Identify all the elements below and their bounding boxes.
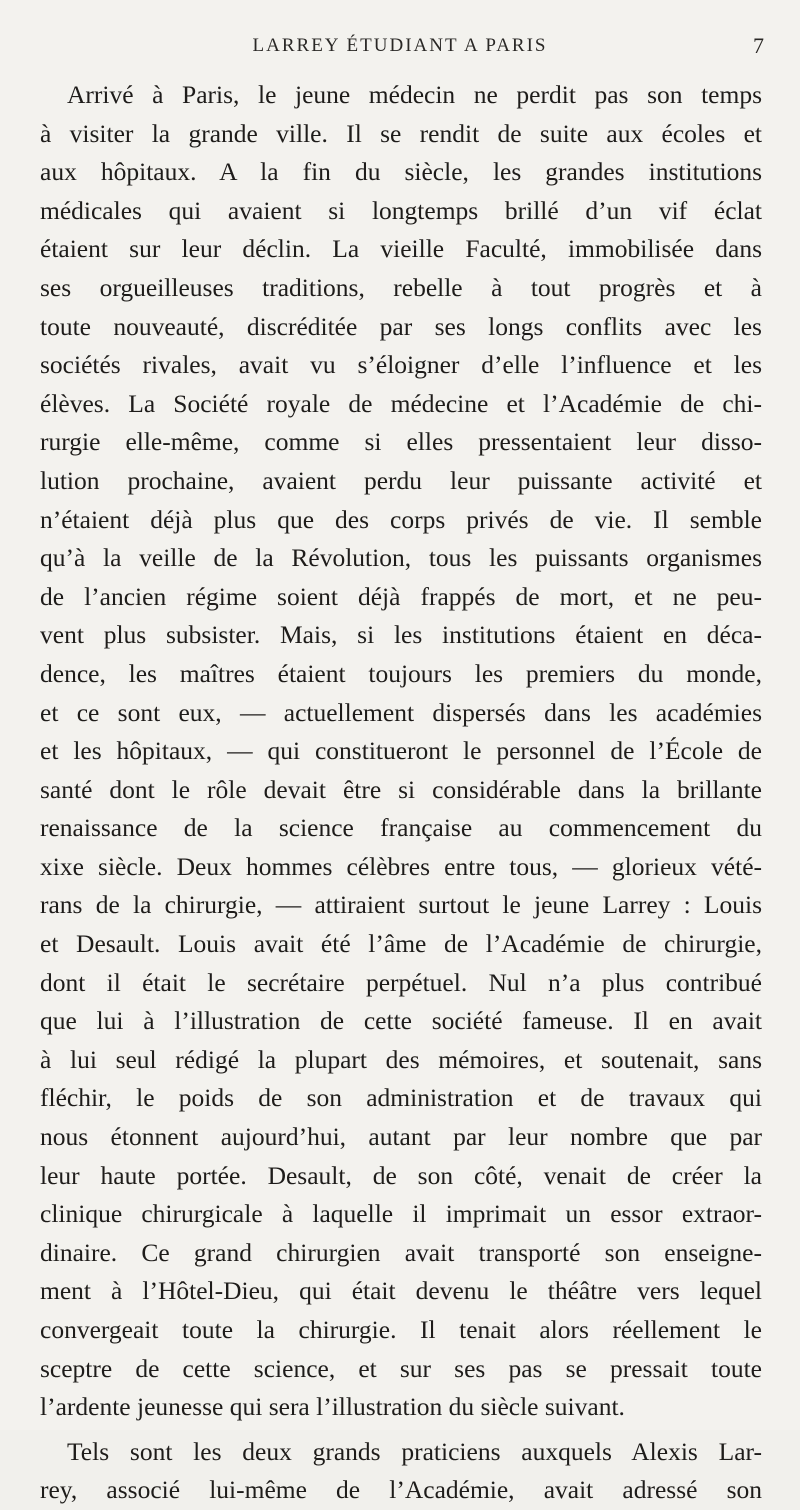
text-line: Arrivé à Paris, le jeune médecin ne perdit pas son temps <box>67 80 762 109</box>
text-line: dinaire. Ce grand chirurgien avait transporté son enseigne- <box>40 1237 762 1267</box>
paragraph <box>40 76 762 1427</box>
text-line: rurgie elle-même, comme si elles pressentaient leur disso- <box>40 427 762 457</box>
text-line: nous étonnent aujourd’hui, autant par leur nombre que par <box>40 1122 762 1152</box>
text-line: sceptre de cette science, et sur ses pas se pressait toute <box>40 1353 762 1383</box>
text-line: ment à l’Hôtel-Dieu, qui était devenu le théâtre vers lequel <box>40 1276 762 1306</box>
text-line: toute nouveauté, discréditée par ses longs conflits avec les <box>40 311 762 341</box>
text-line: vent plus subsister. Mais, si les institutions étaient en déca- <box>40 620 762 650</box>
text-line: et Desault. Louis avait été l’âme de l’Académie de chirurgie, <box>40 929 762 959</box>
text-line: n’étaient déjà plus que des corps privés de vie. Il semble <box>40 504 762 534</box>
text-line: aux hôpitaux. A la fin du siècle, les grandes institutions <box>40 157 762 187</box>
text-line: l’ardente jeunesse qui sera l’illustration du siècle suivant. <box>40 1392 625 1422</box>
text-line: Tels sont les deux grands praticiens auxquels Alexis Lar- <box>67 1436 762 1466</box>
running-head <box>0 33 800 63</box>
text-line: que lui à l’illustration de cette société fameuse. Il en avait <box>40 1006 762 1036</box>
text-line: xixe siècle. Deux hommes célèbres entre tous, — glorieux vété- <box>40 851 762 881</box>
page-number: 7 <box>753 33 764 58</box>
text-line: convergeait toute la chirurgie. Il tenait alors réellement le <box>40 1315 762 1344</box>
body-text <box>40 76 762 1510</box>
text-line: ses orgueilleuses traditions, rebelle à tout progrès et à <box>40 272 762 302</box>
text-line: dont il était le secrétaire perpétuel. Nul n’a plus contribué <box>40 967 762 997</box>
text-line: à visiter la grande ville. Il se rendit de suite aux écoles et <box>40 118 762 148</box>
text-line: de l’ancien régime soient déjà frappés de mort, et ne peu- <box>40 581 762 611</box>
text-line: renaissance de la science française au commencement du <box>40 813 762 843</box>
paragraph <box>40 1433 762 1510</box>
text-line: santé dont le rôle devait être si considérable dans la brillante <box>40 774 762 804</box>
text-line: élèves. La Société royale de médecine et l’Académie de chi- <box>40 388 762 418</box>
text-line: leur haute portée. Desault, de son côté, venait de créer la <box>40 1160 762 1190</box>
text-line: et ce sont eux, — actuellement dispersés dans les académies <box>40 697 762 727</box>
text-line: et les hôpitaux, — qui constitueront le personnel de l’École de <box>40 736 762 766</box>
text-line: clinique chirurgicale à laquelle il imprimait un essor extraor- <box>40 1199 762 1229</box>
text-line: lution prochaine, avaient perdu leur puissante activité et <box>40 465 762 495</box>
text-line: à lui seul rédigé la plupart des mémoires, et soutenait, sans <box>40 1044 762 1074</box>
text-line: médicales qui avaient si longtemps brillé d’un vif éclat <box>40 195 762 225</box>
running-title: LARREY ÉTUDIANT A PARIS <box>252 35 548 56</box>
text-line: fléchir, le poids de son administration et de travaux qui <box>40 1083 762 1113</box>
text-line: sociétés rivales, avait vu s’éloigner d’elle l’influence et les <box>40 350 762 380</box>
text-line: étaient sur leur déclin. La vieille Faculté, immobilisée dans <box>40 234 762 264</box>
text-line: dence, les maîtres étaient toujours les premiers du monde, <box>40 658 762 688</box>
text-line: rey, associé lui-même de l’Académie, avait adressé son <box>40 1475 762 1505</box>
text-line: qu’à la veille de la Révolution, tous les puissants organismes <box>40 543 762 573</box>
text-line: rans de la chirurgie, — attiraient surtout le jeune Larrey : Louis <box>40 890 762 920</box>
